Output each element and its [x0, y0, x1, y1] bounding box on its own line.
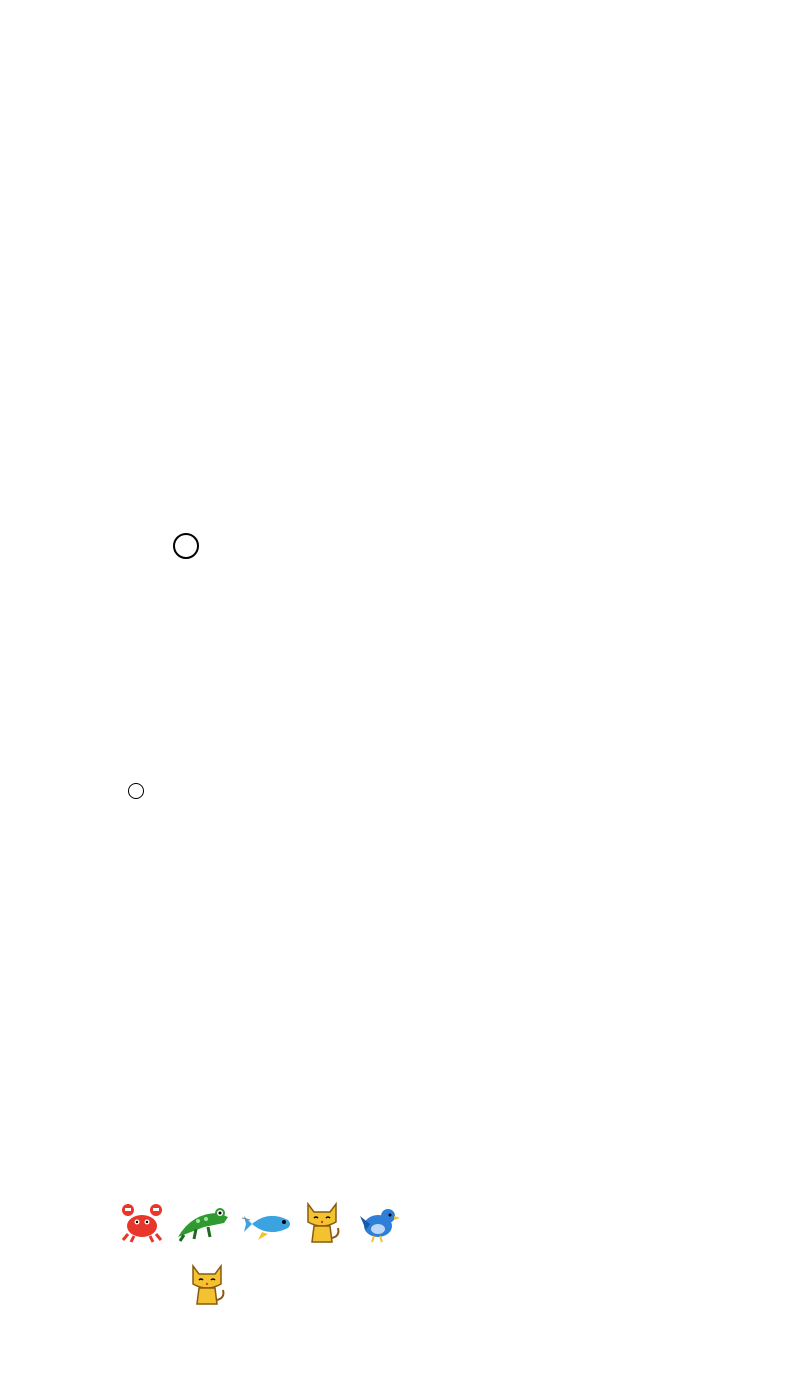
frog-icon: [174, 1203, 232, 1243]
q6-1: [95, 947, 135, 966]
cat-icon: [302, 1200, 342, 1246]
big-circle-icon: [173, 533, 199, 559]
q6-2: [95, 1031, 139, 1050]
crab-icon: [120, 1200, 164, 1244]
cat-icon: [187, 1262, 227, 1308]
bird-icon: [356, 1204, 400, 1244]
fish-icon: [242, 1206, 298, 1242]
circle-icon: [128, 783, 144, 799]
